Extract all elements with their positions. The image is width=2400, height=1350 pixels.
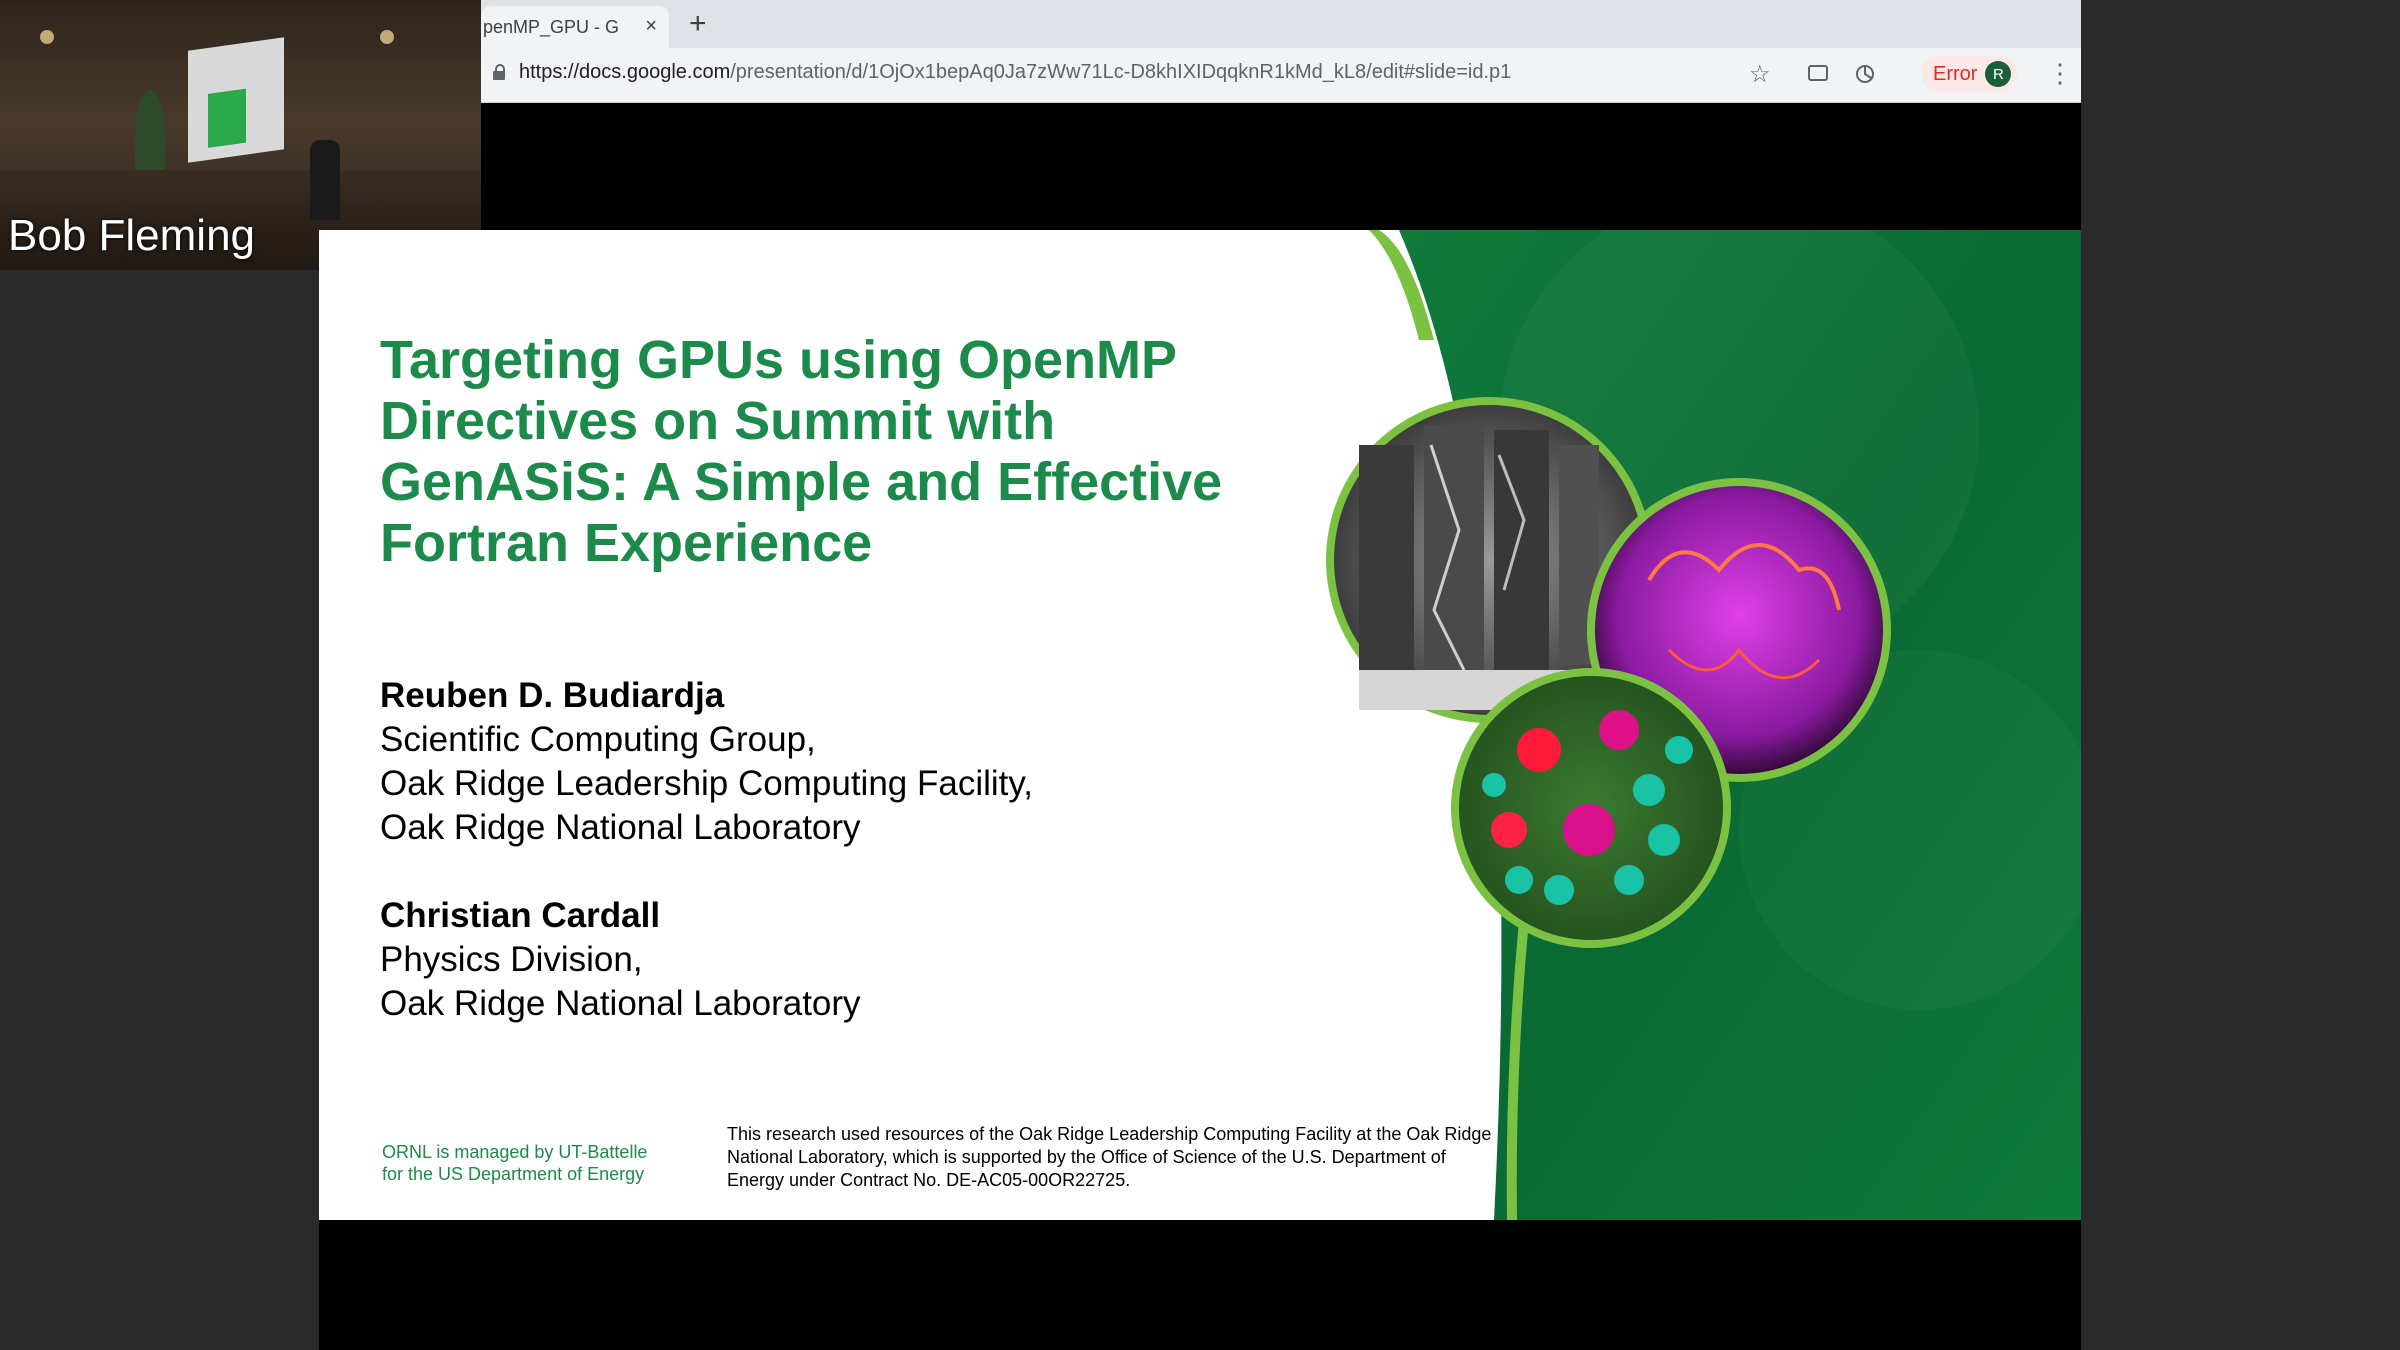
url-path: /presentation/d/1OjOx1bepAq0Ja7zWw71Lc-D8khIXIDqqknR1kMd_kL8/edit#slide=id.p1 (730, 61, 1512, 83)
ceiling-light (380, 30, 394, 44)
ornl-note-line: for the US Department of Energy (382, 1164, 645, 1184)
extension-icon[interactable] (1853, 62, 1877, 93)
ceiling-light (40, 30, 54, 44)
new-tab-button[interactable]: + (689, 7, 707, 40)
profile-error-button[interactable] (1921, 56, 2017, 92)
christmas-tree (135, 90, 165, 180)
title-line: Directives on Summit with (380, 391, 1056, 451)
close-icon[interactable]: × (645, 15, 657, 37)
projector-screen (188, 37, 284, 162)
cast-icon[interactable] (1807, 62, 1829, 90)
funding-footnote: This research used resources of the Oak Ridge Leadership Computing Facility at the Oak Ridge National Laboratory, which is supported by the Office of Science of the U.S. Department of Energy under Contract No. DE-AC05-00OR22725. (727, 1124, 1492, 1190)
tab-title: penMP_GPU - G (483, 16, 620, 37)
author-block (380, 894, 1280, 1026)
browser-toolbar (481, 48, 2081, 103)
author-affiliation: Scientific Computing Group, (380, 720, 816, 759)
author-block (380, 674, 1280, 850)
lock-icon (493, 64, 505, 80)
slide-title (380, 330, 1300, 574)
participant-name: Bob Fleming (8, 211, 256, 260)
menu-icon[interactable]: ⋮ (2047, 58, 2073, 88)
author-name: Reuben D. Budiardja (380, 676, 725, 715)
tab-strip (481, 0, 2081, 48)
url-host: https://docs.google.com (519, 61, 731, 83)
error-label: Error (1933, 62, 1978, 85)
ornl-note-line: ORNL is managed by UT-Battelle (382, 1142, 648, 1162)
author-affiliation: Oak Ridge National Laboratory (380, 808, 861, 847)
browser-tab[interactable] (481, 6, 669, 48)
ornl-management-note (382, 1141, 662, 1185)
title-line: Fortran Experience (380, 513, 873, 573)
speaker-figure (310, 140, 340, 220)
title-line: GenASiS: A Simple and Effective (380, 452, 1223, 512)
address-bar[interactable] (519, 61, 1511, 84)
viewer-background (319, 1220, 2081, 1350)
star-icon[interactable]: ☆ (1749, 61, 1771, 88)
author-name: Christian Cardall (380, 896, 661, 935)
author-affiliation: Oak Ridge Leadership Computing Facility, (380, 764, 1034, 803)
title-line: Targeting GPUs using OpenMP (380, 330, 1178, 390)
author-affiliation: Physics Division, (380, 940, 643, 979)
author-affiliation: Oak Ridge National Laboratory (380, 984, 861, 1023)
avatar: R (1985, 61, 2011, 87)
presentation-slide (319, 230, 2081, 1220)
cell-image (1451, 668, 1731, 948)
